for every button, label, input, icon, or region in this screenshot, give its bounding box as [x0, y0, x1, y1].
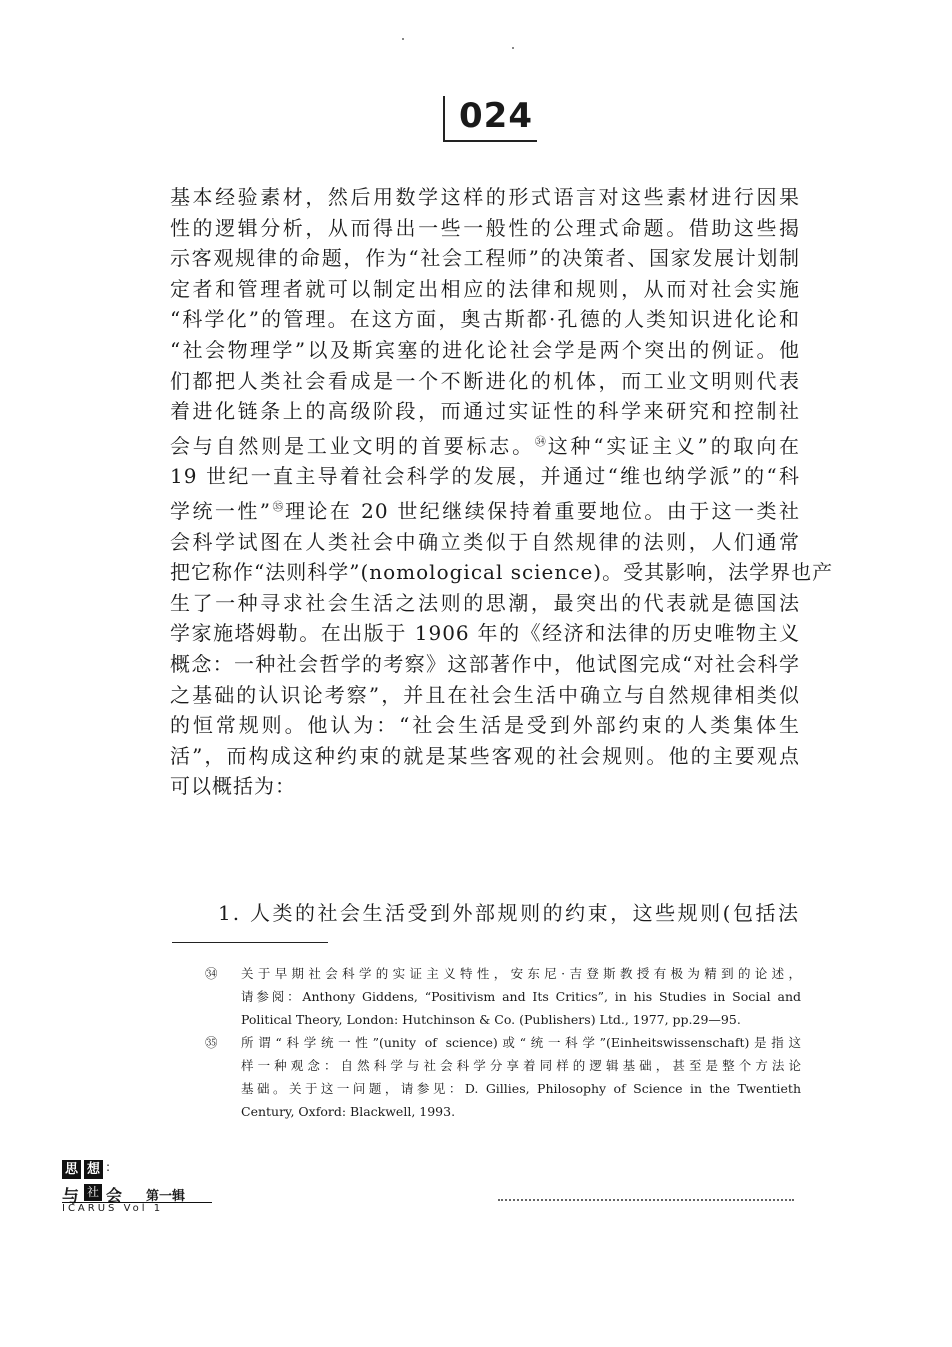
- footnote-line: 基础。关于这一问题，请参见：D. Gillies, Philosophy of Science in the Twentieth: [241, 1081, 801, 1096]
- body-line: 示客观规律的命题，作为“社会工程师”的决策者、国家发展计划制: [170, 246, 800, 271]
- body-line: 基本经验素材，然后用数学这样的形式语言对这些素材进行因果: [170, 185, 800, 209]
- footnote-line: Century, Oxford: Blackwell, 1993.: [241, 1104, 456, 1119]
- footnote-marker: ㉞: [205, 966, 218, 981]
- body-text: [170, 182, 834, 802]
- footnote-ref: ㉟: [271, 499, 285, 513]
- footnotes: [205, 962, 801, 1123]
- scan-speck: [512, 47, 514, 49]
- logo-volume-cn: 第一辑: [146, 1189, 186, 1204]
- page-number: 024: [459, 96, 533, 136]
- body-line: 可以概括为：: [170, 774, 296, 799]
- body-line: 生了一种寻求社会生活之法则的思潮，最突出的代表就是德国法: [170, 590, 800, 615]
- footnote-line: 样一种观念：自然科学与社会科学分享着同样的逻辑基础，甚至是整个方法论: [241, 1058, 801, 1073]
- body-line: 们都把人类社会看成是一个不断进化的机体，而工业文明则代表: [170, 368, 800, 393]
- body-line: 19 世纪一直主导着社会科学的发展，并通过“维也纳学派”的“科: [170, 464, 800, 489]
- body-line: 把它称作“法则科学”(nomological science)。受其影响，法学界也产: [170, 560, 834, 585]
- logo-char-box: 社: [84, 1184, 102, 1201]
- body-line: “社会物理学”以及斯宾塞的进化论社会学是两个突出的例证。他: [170, 337, 800, 362]
- footnote-separator: [172, 942, 328, 943]
- body-line: 活”，而构成这种约束的就是某些客观的社会规则。他的主要观点: [170, 743, 800, 768]
- logo-char: 与: [62, 1187, 79, 1207]
- body-line: 着进化链条上的高级阶段，而通过实证性的科学来研究和控制社: [170, 399, 800, 424]
- body-line: 的恒常规则。他认为：“社会生活是受到外部约束的人类集体生: [170, 713, 800, 738]
- footer-dotted-rule: [498, 1199, 794, 1201]
- scan-speck: [402, 38, 404, 40]
- body-line: 学家施塔姆勒。在出版于 1906 年的《经济和法律的历史唯物主义: [170, 621, 800, 646]
- footnote-ref: ㉞: [534, 434, 548, 448]
- footnote-line: 关于早期社会科学的实证主义特性，安东尼·吉登斯教授有极为精到的论述，: [241, 966, 801, 981]
- footnote-marker: ㉟: [205, 1035, 218, 1050]
- logo-colon: :: [106, 1160, 111, 1174]
- logo-char: 会: [106, 1186, 123, 1205]
- body-line: 定者和管理者就可以制定出相应的法律和规则，从而对社会实施: [170, 276, 800, 301]
- logo-latin: ICARUS Vol 1: [62, 1203, 164, 1214]
- logo-char-box: 想: [84, 1160, 103, 1179]
- logo-char-box: 思: [62, 1160, 81, 1179]
- body-line: 概念：一种社会哲学的考察》这部著作中，他试图完成“对社会科学: [170, 651, 800, 676]
- body-line: 性的逻辑分析，从而得出一些一般性的公理式命题。借助这些揭: [170, 215, 800, 240]
- body-line: “科学化”的管理。在这方面，奥古斯都·孔德的人类知识进化论和: [170, 307, 800, 332]
- body-line: 学统一性”$^㉟$理论在 20 世纪继续保持着重要地位。由于这一类社: [170, 498, 800, 523]
- list-item-1: 1. 人类的社会生活受到外部规则的约束，这些规则(包括法: [218, 901, 800, 925]
- footnote: [205, 1031, 801, 1123]
- body-line: 会与自然则是工业文明的首要标志。$^㉞$这种“实证主义”的取向在: [170, 433, 801, 458]
- footnote-line: Political Theory, London: Hutchinson & Co. (Publishers) Ltd., 1977, pp.29—95.: [241, 1012, 741, 1027]
- journal-logo: [60, 1160, 230, 1220]
- footnote-line: 请参阅：Anthony Giddens, “Positivism and Its Critics”, in his Studies in Social and: [241, 989, 801, 1004]
- footnote-line: 所谓“科学统一性”(unity of science)或“统一科学”(Einheitswissenschaft)是指这: [241, 1035, 801, 1050]
- body-line: 之基础的认识论考察”，并且在社会生活中确立与自然规律相类似: [170, 682, 800, 707]
- body-line: 会科学试图在人类社会中确立类似于自然规律的法则，人们通常: [170, 529, 800, 554]
- footnote: [205, 962, 801, 1031]
- page-number-box: [443, 96, 537, 142]
